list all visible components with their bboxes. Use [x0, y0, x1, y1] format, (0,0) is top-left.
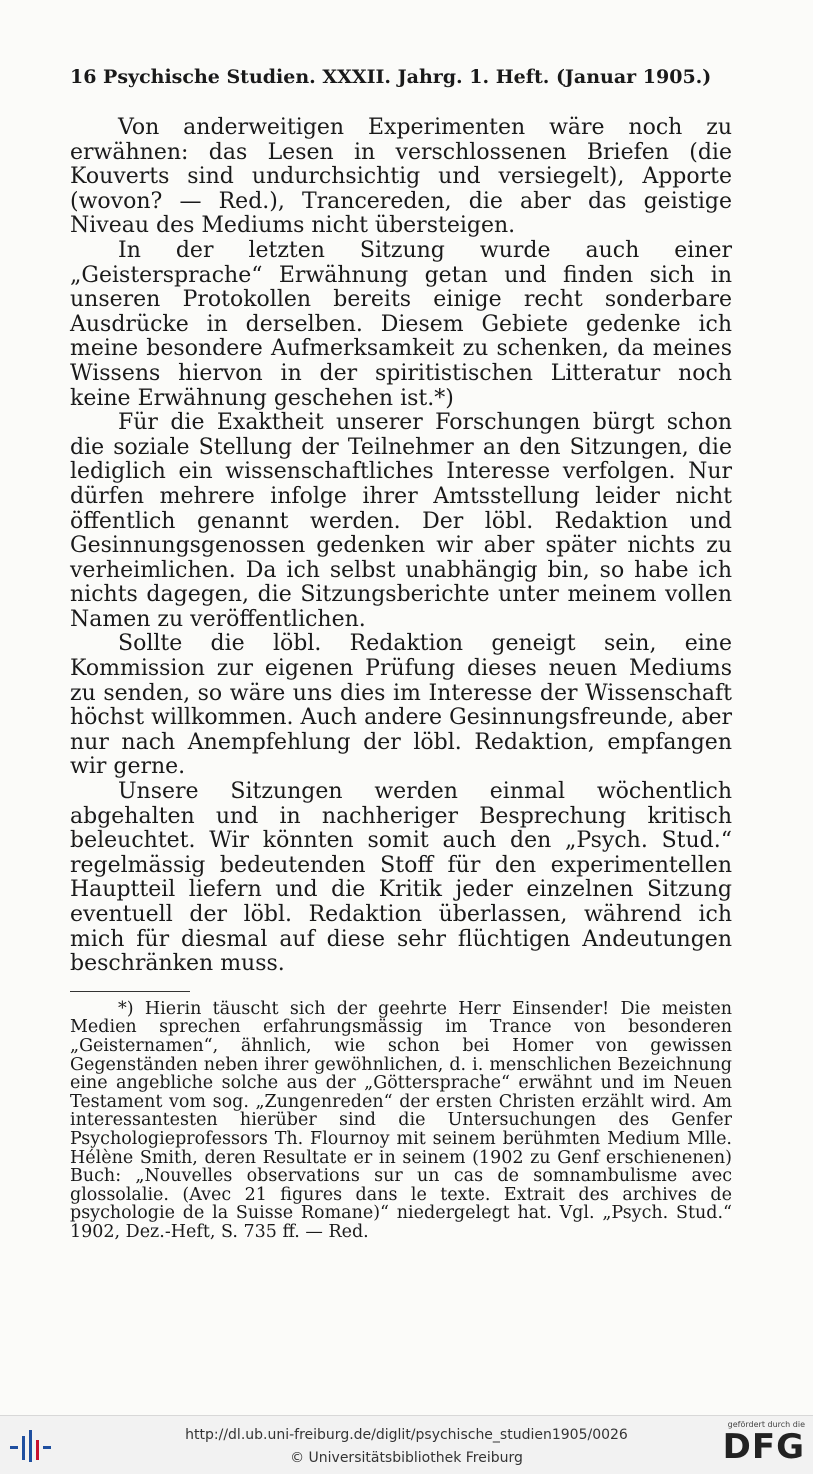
page-body	[70, 116, 732, 1242]
paragraph: Für die Exaktheit unserer Forschungen bürgt schon die soziale Stellung der Teilnehmer an den Sitzungen, die lediglich ein wissenschaftliches Interesse verfolgen. Nur dürfen mehrere infolge ihrer Amtsstellung leider nicht öffentlich genannt werden. Der löbl. Redaktion und Gesinnungsgenossen gedenken wir aber später nichts zu verheimlichen. Da ich selbst unabhängig bin, so habe ich nichts dagegen, die Sitzungsberichte unter meinem vollen Namen zu veröffentlichen.	[70, 410, 732, 632]
copyright-notice: © Universitätsbibliothek Freiburg	[290, 1450, 523, 1466]
paragraph: Unsere Sitzungen werden einmal wöchentlich abgehalten und in nachheriger Besprechung kritisch beleuchtet. Wir könnten somit auch den „Psych. Stud.“ regelmässig bedeutenden Stoff für den experimentellen Hauptteil liefern und die Kritik jeder einzelnen Sitzung eventuell der löbl. Redaktion überlassen, während ich mich für diesmal auf diese sehr flüchtigen Andeutungen beschränken muss.	[70, 779, 732, 977]
paragraph: Sollte die löbl. Redaktion geneigt sein, eine Kommission zur eigenen Prüfung dieses neuen Mediums zu senden, so wäre uns dies im Interesse der Wissenschaft höchst willkommen. Auch andere Gesinnungsfreunde, aber nur nach Anempfehlung der löbl. Redaktion, empfangen wir gerne.	[70, 631, 732, 780]
dfg-tagline: gefördert durch die	[727, 1420, 805, 1429]
viewer-footer	[0, 1415, 813, 1474]
dfg-logo-icon	[717, 1420, 805, 1472]
page-header: 16 Psychische Studien. XXXII. Jahrg. 1. Heft. (Januar 1905.)	[70, 66, 712, 88]
paragraph: In der letzten Sitzung wurde auch einer „Geistersprache“ Erwähnung getan und finden sich in unseren Protokollen bereits einige recht sonderbare Ausdrücke in derselben. Diesem Gebiete gedenke ich meine besondere Aufmerksamkeit zu schenken, da meines Wissens hiervon in der spiritistischen Litteratur noch keine Erwähnung geschehen ist.*)	[70, 237, 732, 411]
paragraph: Von anderweitigen Experimenten wäre noch zu erwähnen: das Lesen in verschlossenen Briefen (die Kouverts sind undurchsichtig und versiegelt), Apporte (wovon? — Red.), Trancereden, die aber das geistige Niveau des Mediums nicht übersteigen.	[70, 115, 732, 239]
document-url[interactable]: http://dl.ub.uni-freiburg.de/diglit/psychische_studien1905/0026	[185, 1427, 628, 1443]
footnote: *) Hierin täuscht sich der geehrte Herr Einsender! Die meisten Medien sprechen erfahrungsmässig im Trance von besonderen „Geisternamen“, ähnlich, wie schon bei Homer von gewissen Gegenständen neben ihrer gewöhnlichen, d. i. menschlichen Bezeichnung eine angebliche solche aus der „Göttersprache“ erwähnt und im Neuen Testament vom sog. „Zungenreden“ der ersten Christen erzählt wird. Am interessantesten hierüber sind die Untersuchungen des Genfer Psychologieprofessors Th. Flournoy mit seinem berühmten Medium Mlle. Hélène Smith, deren Resultate er in seinem (1902 zu Genf erschienenen) Buch: „Nouvelles observations sur un cas de somnambulisme avec glossolalie. (Avec 21 figures dans le texte. Extrait des archives de psychologie de la Suisse Romane)“ niedergelegt hat. Vgl. „Psych. Stud.“ 1902, Dez.-Heft, S. 735 ff. — Red.	[70, 998, 732, 1242]
footnote-separator	[70, 991, 190, 992]
dfg-wordmark: DFG	[722, 1427, 805, 1467]
